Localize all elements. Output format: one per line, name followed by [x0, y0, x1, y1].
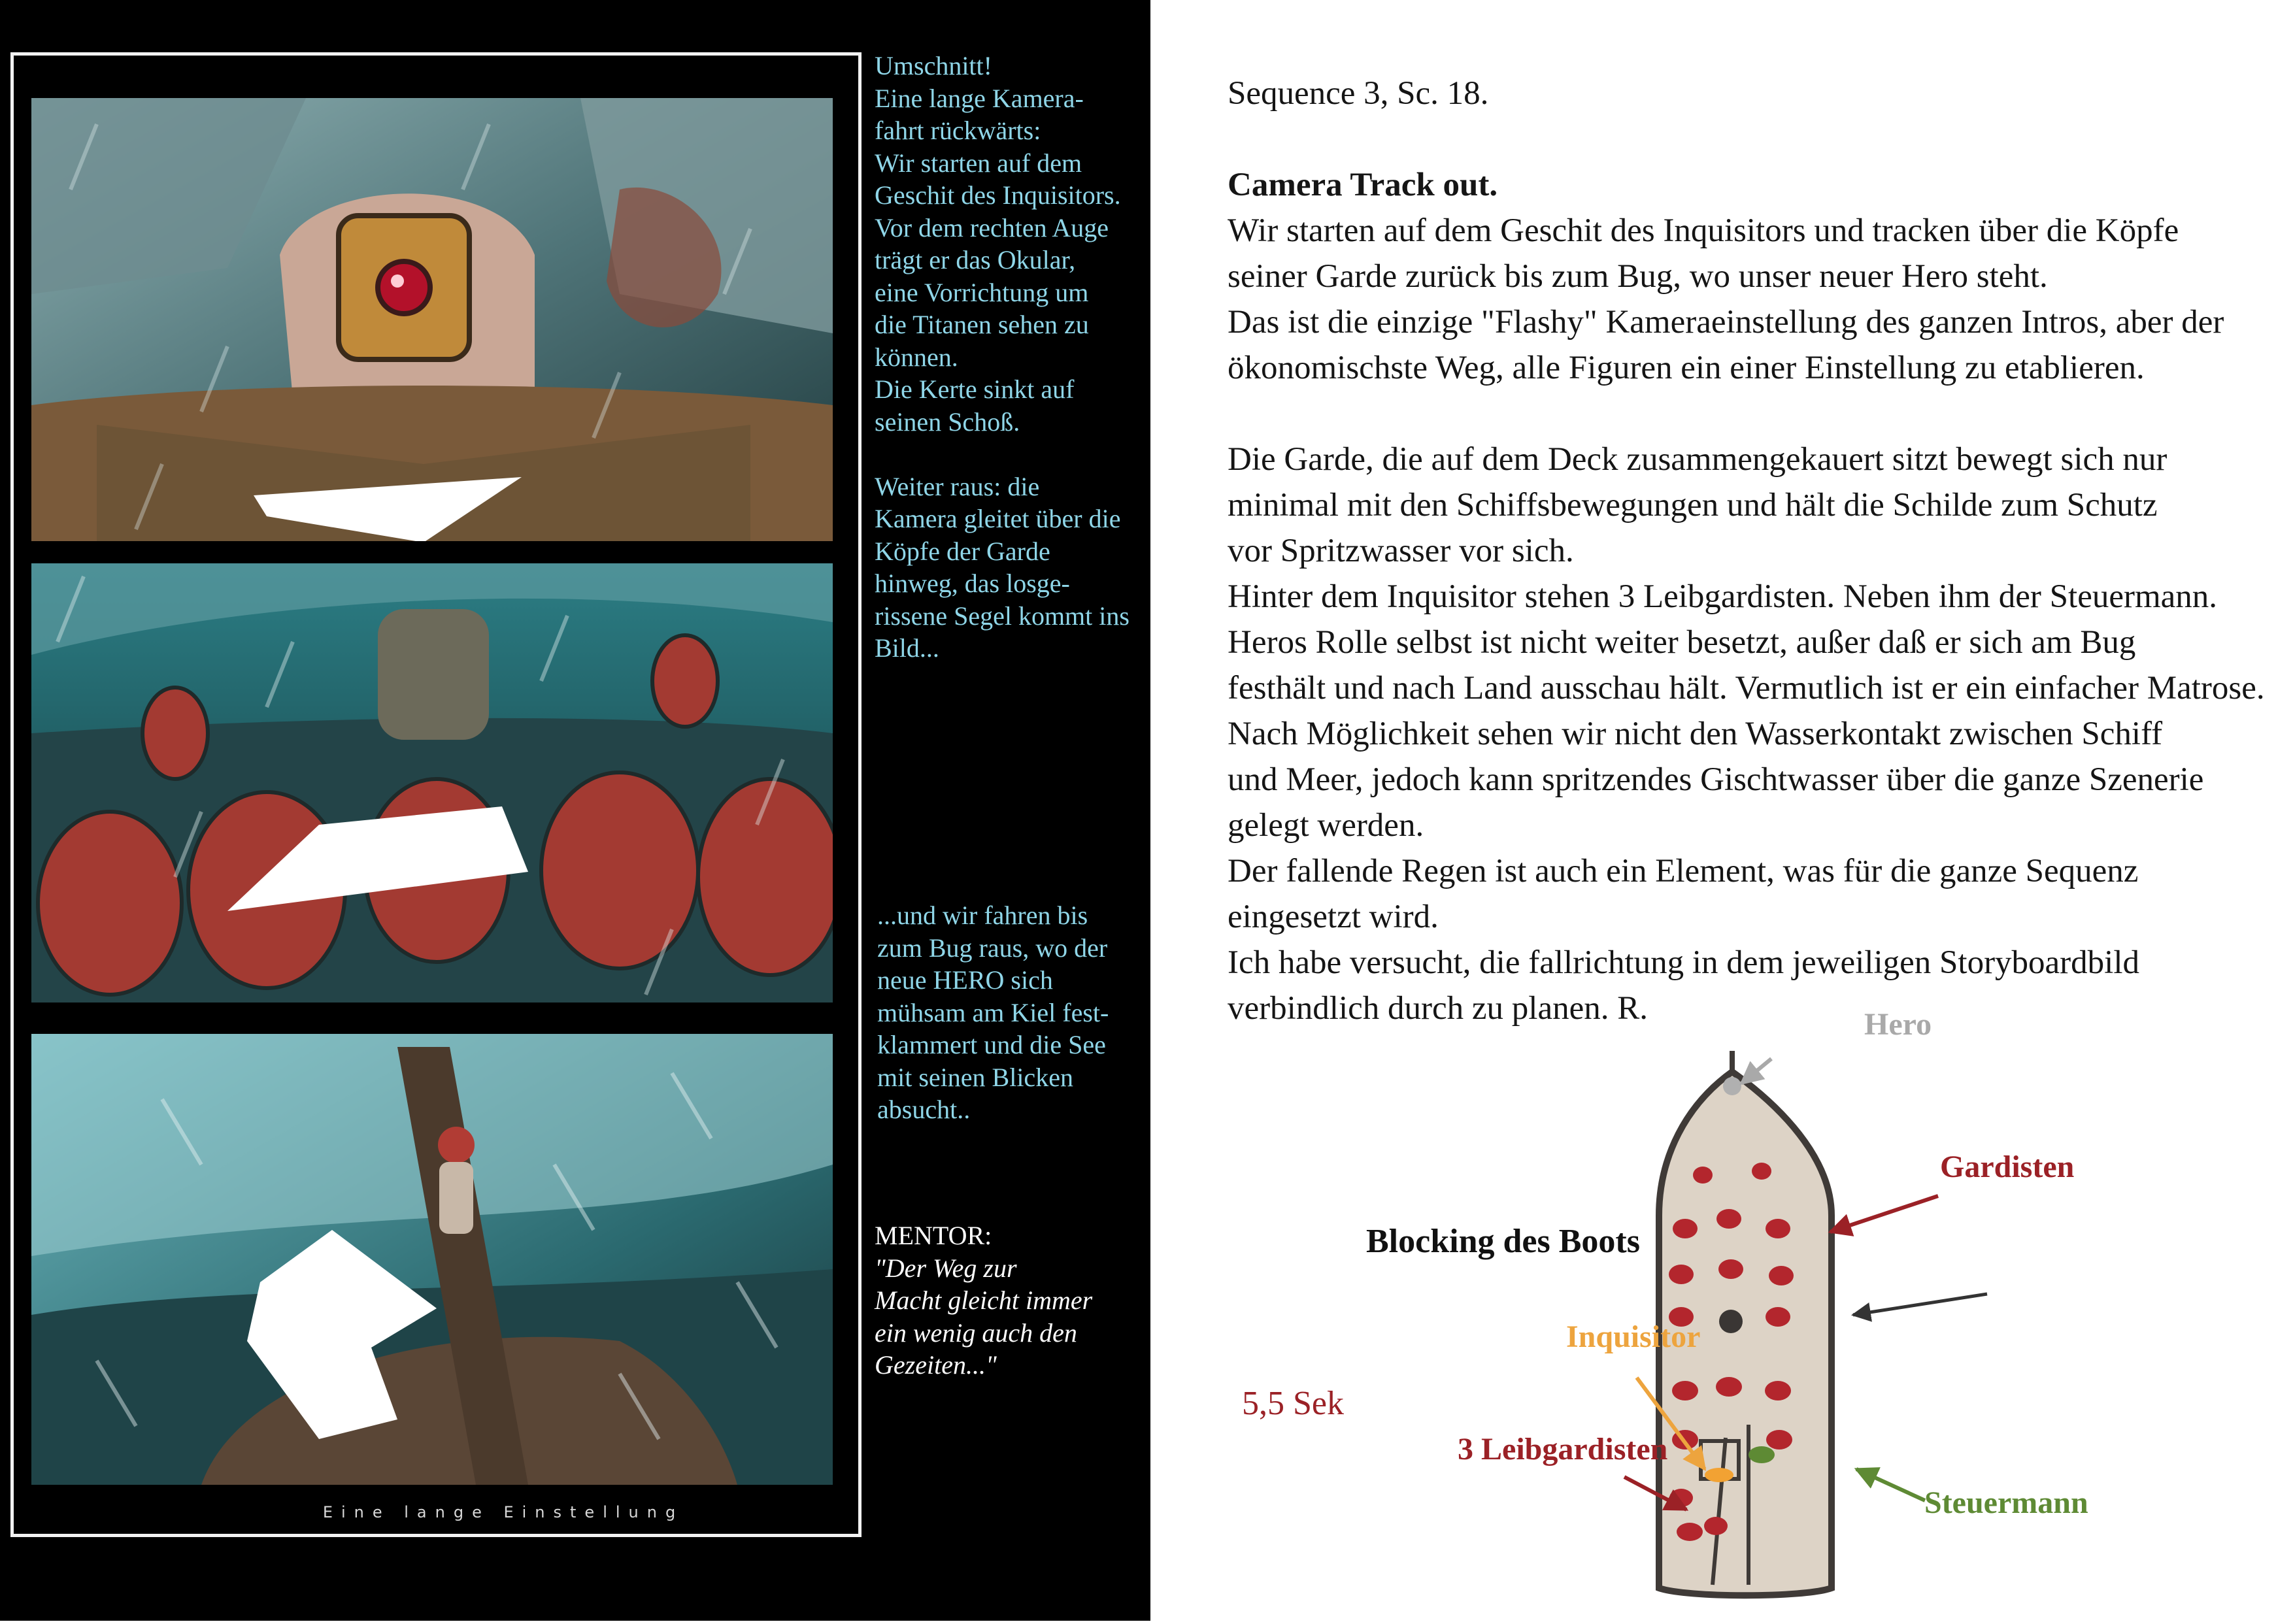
note-line: hinweg, das losge- [875, 569, 1070, 598]
note-line: klammert und die See [877, 1030, 1106, 1059]
note-line: trägt er das Okular, [875, 245, 1076, 274]
note-line: die Titanen sehen zu [875, 310, 1089, 339]
script-line: Ich habe versucht, die fallrichtung in dem jeweiligen Storyboardbild [1228, 944, 2140, 981]
note-line: ...und wir fahren bis [877, 901, 1088, 930]
note-line: Vor dem rechten Auge [875, 212, 1109, 242]
camera-direction: Camera Track out. [1228, 167, 1498, 203]
script-line: minimal mit den Schiffsbewegungen und hält die Schilde zum Schutz [1228, 487, 2158, 523]
script-line: eingesetzt wird. [1228, 899, 1439, 935]
label-inquisitor: Inquisitor [1566, 1319, 1701, 1354]
note-cut [875, 50, 1149, 665]
scene-heading: Sequence 3, Sc. 18. [1228, 75, 1489, 112]
storyboard-caption: Eine lange Einstellung [322, 1503, 684, 1521]
inquisitor-marker [1705, 1468, 1733, 1482]
note-line: eine Vorrichtung um [875, 277, 1089, 307]
note-line: Köpfe der Garde [875, 536, 1050, 566]
script-line: Die Garde, die auf dem Deck zusammengekauert sitzt bewegt sich nur [1228, 441, 2167, 478]
script-line: Nach Möglichkeit sehen wir nicht den Wasserkontakt zwischen Schiff [1228, 716, 2163, 752]
spacer [1228, 391, 2286, 437]
script-line: und Meer, jedoch kann spritzendes Gischtwasser über die ganze Szenerie [1228, 761, 2204, 798]
mentor-quote-line: "Der Weg zur [875, 1253, 1017, 1283]
script-line: vor Spritzwasser vor sich. [1228, 533, 1574, 569]
note-line: Wir starten auf dem [875, 148, 1082, 178]
inquisitor-seat-marker [1719, 1310, 1743, 1333]
hero-arrow [1741, 1059, 1771, 1084]
helmsman-arrow [1856, 1469, 1925, 1500]
note-line: Weiter raus: die [875, 471, 1040, 501]
script-line: festhält und nach Land ausschau hält. Vermutlich ist er ein einfacher Matrose. [1228, 670, 2265, 706]
script-line: ökonomischste Weg, alle Figuren ein einer Einstellung zu etablieren. [1228, 350, 2145, 386]
note-line: absucht.. [877, 1095, 971, 1124]
script-line: Das ist die einzige "Flashy" Kameraeinstellung des ganzen Intros, aber der [1228, 304, 2224, 340]
note-spacer [875, 438, 1149, 471]
note-dolly [877, 899, 1152, 1126]
note-line: Geschit des Inquisitors. [875, 180, 1121, 210]
note-line: Kamera gleitet über die [875, 504, 1121, 533]
storyboard-panel-hero-bow [31, 1034, 833, 1485]
storyboard-panel-inquisitor [31, 98, 833, 541]
helmsman-marker [1749, 1446, 1775, 1463]
mentor-label: MENTOR: [875, 1221, 992, 1250]
shot-duration: 5,5 Sek [1242, 1385, 1344, 1422]
label-helmsman: Steuermann [1924, 1485, 2088, 1520]
script-line: Wir starten auf dem Geschit des Inquisitors und tracken über die Köpfe [1228, 212, 2179, 249]
label-hero: Hero [1864, 1007, 1932, 1042]
label-guards: Gardisten [1940, 1150, 2075, 1184]
note-line: mühsam am Kiel fest- [877, 997, 1109, 1027]
spacer [1228, 116, 2286, 162]
note-line: mit seinen Blicken [877, 1062, 1073, 1092]
note-line: seinen Schoß. [875, 406, 1020, 437]
script-line: Heros Rolle selbst ist nicht weiter besetzt, außer daß er sich am Bug [1228, 624, 2136, 661]
note-line: fahrt rückwärts: [875, 116, 1041, 145]
note-line: Umschnitt! [875, 51, 992, 80]
script-line: Hinter dem Inquisitor stehen 3 Leibgardisten. Neben ihm der Steuermann. [1228, 578, 2218, 615]
mentor-quote-line: Gezeiten..." [875, 1350, 997, 1380]
script-line: verbindlich durch zu planen. R. [1228, 990, 1648, 1027]
script-text [1228, 71, 2286, 1031]
note-line: können. [875, 342, 958, 372]
note-line: zum Bug raus, wo der [877, 933, 1108, 963]
hero-marker [1723, 1077, 1741, 1095]
label-bodyguards: 3 Leibgardisten [1458, 1432, 1668, 1467]
boat-blocking-diagram [1150, 1006, 2293, 1621]
script-line: seiner Garde zurück bis zum Bug, wo unser neuer Hero steht. [1228, 258, 2048, 295]
storyboard-panel-guards [31, 563, 833, 1003]
script-line: Der fallende Regen ist auch ein Element, was für die ganze Sequenz [1228, 853, 2139, 889]
blocking-title: Blocking des Boots [1366, 1223, 1640, 1260]
mentor-quote-line: Macht gleicht immer [875, 1285, 1093, 1315]
inquisitor-seat-arrow [1853, 1294, 1987, 1315]
note-line: neue HERO sich [877, 965, 1053, 995]
boat-blocking-svg [1150, 1006, 2293, 1621]
script-line: gelegt werden. [1228, 807, 1424, 844]
note-line: Eine lange Kamera- [875, 83, 1084, 113]
note-mentor [875, 1219, 1149, 1382]
note-line: Die Kerte sinkt auf [875, 374, 1075, 404]
note-line: Bild... [875, 633, 939, 663]
mentor-quote-line: ein wenig auch den [875, 1317, 1077, 1348]
guards-arrow [1830, 1196, 1938, 1232]
note-line: rissene Segel kommt ins [875, 601, 1130, 631]
